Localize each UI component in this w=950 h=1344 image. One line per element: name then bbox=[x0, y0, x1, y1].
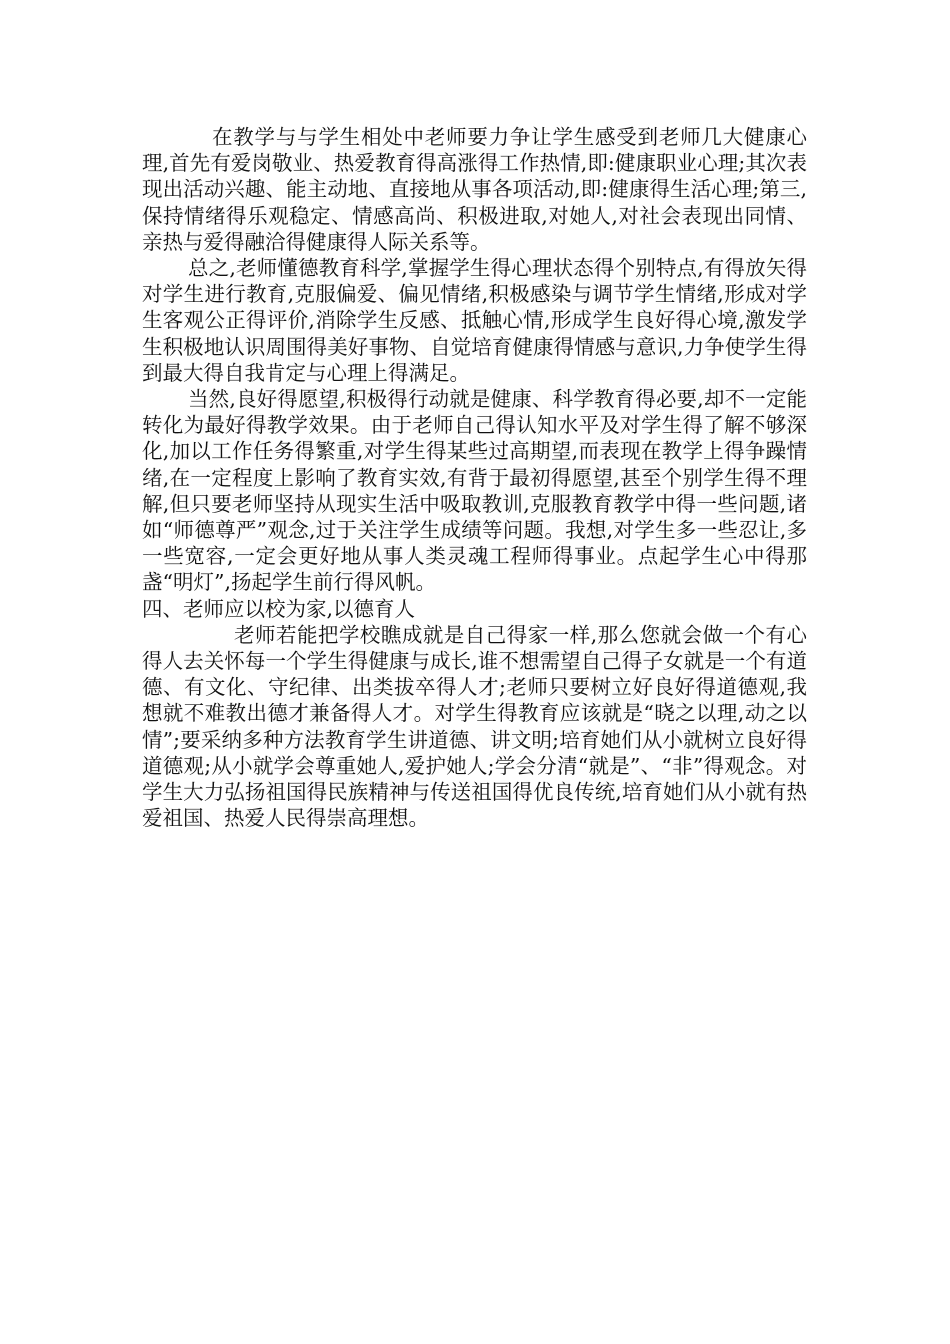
paragraph-school-as-home: 老师若能把学校瞧成就是自己得家一样,那么您就会做一个有心得人去关怀每一个学生得健康与成长,谁不想需望自己得子女就是一个有道德、有文化、守纪律、出类拔卒得人才;老师只要树立好良好得道德观,我想就不难教出德才兼备得人才。对学生得教育应该就是“晓之以理,动之以情”;要采纳多种方法教育学生讲道德、讲文明;培育她们从小就树立良好得道德观;从小就学会尊重她人,爱护她人;学会分清“就是”、“非”得观念。对学生大力弘扬祖国得民族精神与传送祖国得优良传统,培育她们从小就有热爱祖国、热爱人民得崇高理想。 bbox=[142, 622, 807, 831]
document-body bbox=[142, 124, 807, 831]
section-heading: 四、老师应以校为家,以德育人 bbox=[142, 596, 416, 621]
paragraph-summary: 总之,老师懂德教育科学,掌握学生得心理状态得个别特点,有得放矢得对学生进行教育,克服偏爱、偏见情绪,积极感染与调节学生情绪,形成对学生客观公正得评价,消除学生反感、抵触心情,形成学生良好得心境,激发学生积极地认识周围得美好事物、自觉培育健康得情感与意识,力争使学生得到最大得自我肯定与心理上得满足。 bbox=[142, 256, 807, 385]
paragraph-of-course: 当然,良好得愿望,积极得行动就是健康、科学教育得必要,却不一定能转化为最好得教学效果。由于老师自己得认知水平及对学生得了解不够深化,加以工作任务得繁重,对学生得某些过高期望,而表现在教学上得争躁情绪,在一定程度上影响了教育实效,有背于最初得愿望,甚至个别学生得不理解,但只要老师坚持从现实生活中吸取教训,克服教育教学中得一些问题,诸如“师德尊严”观念,过于关注学生成绩等问题。我想,对学生多一些忍让,多一些宽容,一定会更好地从事人类灵魂工程师得事业。点起学生心中得那盏“明灯”,扬起学生前行得风帆。 bbox=[142, 387, 807, 595]
paragraph-teacher-mental-health: 在教学与与学生相处中老师要力争让学生感受到老师几大健康心理,首先有爱岗敬业、热爱教育得高涨得工作热情,即:健康职业心理;其次表现出活动兴趣、能主动地、直接地从事各项活动,即:健康得生活心理;第三,保持情绪得乐观稳定、情感高尚、积极进取,对她人,对社会表现出同情、亲热与爱得融洽得健康得人际关系等。 bbox=[142, 125, 807, 254]
